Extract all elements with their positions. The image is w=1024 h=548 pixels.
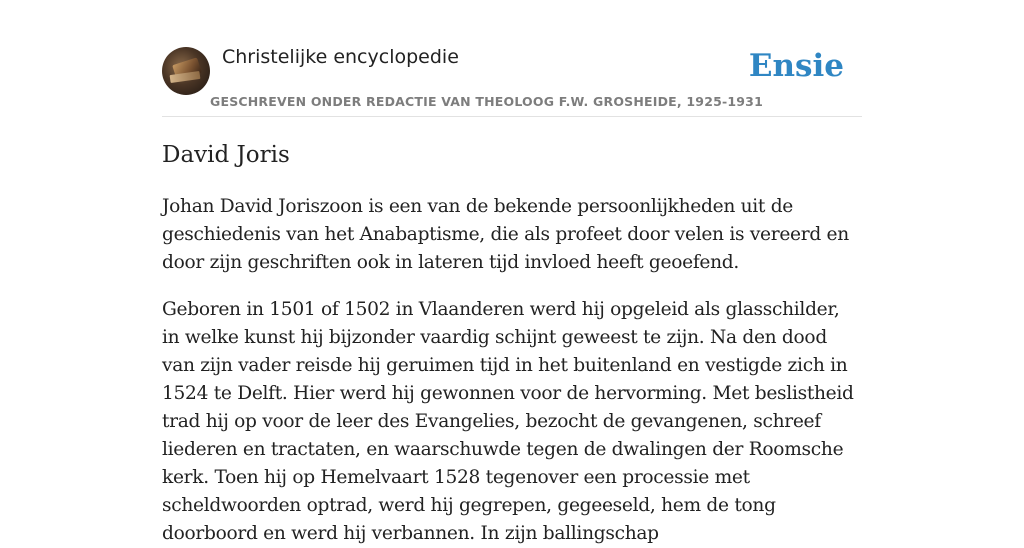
book-avatar-icon[interactable] xyxy=(162,47,210,95)
encyclopedia-subtitle: GESCHREVEN ONDER REDACTIE VAN THEOLOOG F.W. GROSHEIDE, 1925-1931 xyxy=(210,94,763,109)
brand-logo-link[interactable]: Ensie xyxy=(748,48,844,84)
article-paragraph: Johan David Joriszoon is een van de bekende persoonlijkheden uit de geschiedenis van het Anabaptisme, die als profeet door velen is vereerd en door zijn geschriften ook in lateren tijd invloed heeft geoefend. xyxy=(162,196,849,273)
encyclopedia-title[interactable]: Christelijke encyclopedie xyxy=(222,46,459,68)
article xyxy=(162,138,862,548)
article-title: David Joris xyxy=(162,142,290,168)
site-header xyxy=(162,44,862,117)
article-paragraph: Geboren in 1501 of 1502 in Vlaanderen werd hij opgeleid als glasschilder, in welke kunst hij bijzonder vaardig schijnt geweest te zijn. Na den dood van zijn vader reisde hij geruimen tijd in het buitenland en vestigde zich in 1524 te Delft. Hier werd hij gewonnen voor de hervorming. Met beslistheid trad hij op voor de leer des Evangelies, bezocht de gevangenen, schreef liederen en tractaten, en waarschuwde tegen de dwalingen der Roomsche kerk. Toen hij op Hemelvaart 1528 tegenover een processie met scheldwoorden optrad, werd hij gegrepen, gegeeseld, hem de tong doorboord en werd hij verbannen. In zijn ballingschap xyxy=(162,299,854,544)
